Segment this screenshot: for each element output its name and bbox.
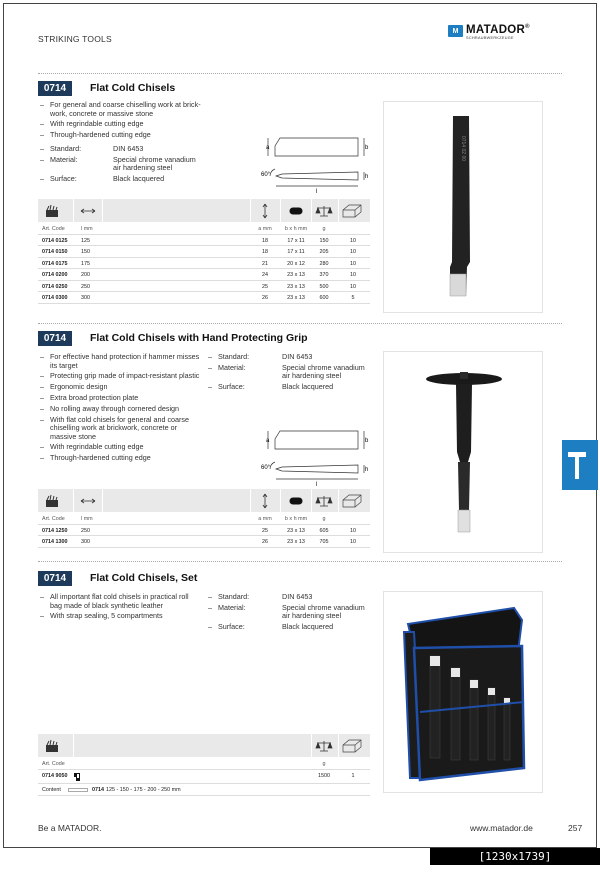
feature-item: – For general and coarse chiselling work at brick- work, concrete or massive stone — [40, 101, 210, 118]
section-title: Flat Cold Chisels with Hand Protecting Grip — [90, 332, 308, 344]
cell-code: 0714 0300 — [42, 295, 68, 301]
content-label: Content — [42, 786, 61, 793]
cell-length: 200 — [81, 272, 90, 278]
icon-header-row — [38, 734, 370, 758]
spec-value: DIN 6453 — [282, 592, 313, 601]
cell-a: 25 — [262, 527, 268, 534]
content-sizes: 125 - 150 - 175 - 200 - 250 mm — [106, 786, 181, 793]
article-icon — [45, 739, 59, 753]
cell-qty: 10 — [350, 283, 356, 290]
cell-qty: 10 — [350, 237, 356, 244]
spec-value: Special chrome vanadium air hardening steel — [282, 362, 365, 381]
spec-label: – Standard: — [208, 353, 282, 362]
dim-angle: 60° — [261, 465, 271, 471]
content-row — [38, 784, 370, 796]
table-row — [38, 525, 370, 537]
product-image-chisel — [383, 101, 543, 313]
cell-a: 26 — [262, 295, 268, 301]
section-title: Flat Cold Chisels, Set — [90, 572, 198, 584]
section-tab — [562, 440, 598, 490]
dim-l: l — [316, 482, 318, 488]
table-row — [38, 246, 370, 258]
dim-a: a — [266, 438, 270, 444]
cell-code: 0714 1300 — [42, 539, 68, 545]
column-header-row — [38, 223, 370, 235]
spec-label: – Material: — [208, 604, 282, 621]
feature-item: – With strap sealing, 5 compartments — [40, 612, 210, 621]
cell-a: 25 — [262, 283, 268, 290]
spec-value: Black lacquered — [282, 382, 334, 392]
feature-item: – With flat cold chisels for general and coarse chiselling work at brickwork, concrete or massive stone — [40, 416, 210, 442]
cell-qty: 1 — [351, 772, 355, 779]
cell-length: 175 — [81, 260, 90, 267]
cell-weight: 500 — [319, 283, 329, 290]
cell-length: 150 — [81, 249, 90, 255]
table-row — [38, 292, 370, 304]
flat-chisel-image — [384, 102, 544, 314]
cell-qty: 10 — [350, 272, 356, 278]
cell-qty: 10 — [350, 249, 356, 255]
col-length: l mm — [81, 226, 93, 232]
spec-list — [40, 145, 196, 186]
watermark: [1230x1739] https://upic.me/ — [430, 848, 600, 865]
packaging-icon — [341, 493, 363, 509]
footer-url: www.matador.de — [470, 823, 533, 833]
product-table — [38, 734, 370, 796]
product-table — [38, 489, 370, 548]
col-a: a mm — [258, 516, 272, 522]
cross-section-icon — [289, 207, 303, 215]
section-code: 0714 — [38, 571, 72, 586]
icon-header-row — [38, 489, 370, 513]
cell-bxh: 23 x 13 — [287, 295, 305, 301]
col-weight: g — [322, 226, 326, 232]
section-title: Flat Cold Chisels — [90, 82, 176, 94]
feature-list — [40, 593, 210, 623]
chisel-stamp: 0714 02 00 — [460, 136, 466, 162]
cell-weight: 1500 — [318, 772, 330, 779]
dim-angle: 60° — [261, 172, 271, 178]
divider — [38, 561, 562, 562]
cell-qty: 10 — [350, 539, 356, 545]
cell-length: 250 — [81, 283, 90, 290]
col-art-code: Art. Code — [42, 516, 65, 522]
height-icon — [260, 203, 270, 219]
spec-label: – Surface: — [208, 383, 282, 392]
cell-bxh: 17 x 11 — [287, 237, 305, 244]
matador-logo — [448, 24, 548, 42]
cell-a: 21 — [262, 260, 268, 267]
spec-value: DIN 6453 — [282, 352, 313, 361]
logo-subtext: SCHRAUBWERKZEUGE — [466, 36, 514, 40]
column-header-row — [38, 758, 370, 770]
col-weight: g — [322, 761, 326, 767]
roll-bag-icon — [72, 771, 82, 782]
cell-a: 18 — [262, 237, 268, 244]
cell-bxh: 23 x 13 — [287, 539, 305, 545]
table-row — [38, 536, 370, 548]
feature-item: – Through-hardened cutting edge — [40, 454, 210, 463]
cell-bxh: 17 x 11 — [287, 249, 305, 255]
article-icon — [45, 494, 59, 508]
feature-item: – All important flat cold chisels in practical roll bag made of black synthetic leather — [40, 593, 210, 610]
cell-code: 0714 9050 — [42, 772, 68, 779]
cell-a: 24 — [262, 272, 268, 278]
logo-text: MATADOR — [466, 24, 526, 36]
feature-item: – No rolling away through cornered design — [40, 405, 210, 414]
cell-qty: 10 — [350, 260, 356, 267]
spec-label: – Material: — [208, 364, 282, 381]
cell-code: 0714 1250 — [42, 527, 68, 534]
weight-scale-icon — [314, 494, 334, 508]
logo-registered: ® — [525, 24, 530, 30]
spec-label: – Standard: — [40, 145, 113, 154]
cell-weight: 600 — [319, 295, 329, 301]
feature-item: – Ergonomic design — [40, 383, 210, 392]
spec-list — [208, 593, 365, 634]
category-label: STRIKING TOOLS — [38, 34, 112, 44]
hammer-icon — [562, 440, 598, 490]
chisel-dimension-diagram — [258, 423, 374, 489]
chisel-roll-bag-image — [384, 592, 544, 794]
product-table — [38, 199, 370, 304]
length-icon — [80, 498, 96, 504]
cell-length: 250 — [81, 527, 90, 534]
feature-item: – Extra broad protection plate — [40, 394, 210, 403]
cell-weight: 280 — [319, 260, 329, 267]
divider — [38, 73, 562, 74]
cell-weight: 205 — [319, 249, 329, 255]
spec-value: Special chrome vanadium air hardening steel — [113, 154, 196, 173]
chisel-dimension-diagram — [258, 130, 374, 196]
divider — [38, 323, 562, 324]
dim-b: b — [365, 438, 369, 444]
cell-code: 0714 0125 — [42, 237, 68, 244]
table-row — [38, 770, 370, 784]
cell-bxh: 20 x 12 — [287, 260, 305, 267]
feature-item: – Through-hardened cutting edge — [40, 131, 210, 140]
page-number: 257 — [568, 823, 583, 833]
product-image-grip-chisel — [383, 351, 543, 553]
feature-list — [40, 101, 210, 142]
chisel-mini-icon — [68, 788, 88, 792]
cell-weight: 705 — [319, 539, 329, 545]
cell-weight: 150 — [319, 237, 329, 244]
cell-qty: 10 — [350, 527, 356, 534]
cell-code: 0714 0150 — [42, 249, 68, 255]
spec-label: – Standard: — [208, 593, 282, 602]
cell-code: 0714 0175 — [42, 260, 68, 267]
feature-item: – With regrindable cutting edge — [40, 443, 210, 452]
dim-h: h — [365, 174, 369, 180]
length-icon — [80, 208, 96, 214]
col-length: l mm — [81, 516, 93, 522]
article-icon — [45, 204, 59, 218]
logo-mark-icon: M — [448, 25, 463, 37]
feature-item: – For effective hand protection if hammer misses its target — [40, 353, 210, 370]
product-image-chisel-set — [383, 591, 543, 793]
col-a: a mm — [258, 226, 272, 232]
feature-item: – Protecting grip made of impact-resistant plastic — [40, 372, 210, 381]
spec-value: DIN 6453 — [113, 144, 144, 153]
table-row — [38, 258, 370, 270]
content-code: 0714 — [92, 786, 104, 793]
spec-value: Black lacquered — [113, 174, 165, 184]
cell-qty: 5 — [351, 295, 355, 301]
cell-weight: 605 — [319, 527, 329, 534]
col-art-code: Art. Code — [42, 226, 65, 232]
dim-a: a — [266, 145, 270, 151]
cell-code: 0714 0250 — [42, 283, 68, 290]
table-row — [38, 269, 370, 281]
cross-section-icon — [289, 497, 303, 505]
dim-h: h — [365, 467, 369, 473]
spec-label: – Surface: — [40, 175, 113, 184]
dim-l: l — [316, 189, 318, 195]
cell-a: 18 — [262, 249, 268, 255]
cell-length: 300 — [81, 539, 90, 545]
cell-a: 26 — [262, 539, 268, 545]
cell-bxh: 23 x 13 — [287, 283, 305, 290]
cell-weight: 370 — [319, 272, 329, 278]
table-row — [38, 281, 370, 293]
col-bxh: b x h mm — [284, 226, 308, 232]
spec-label: – Surface: — [208, 623, 282, 632]
icon-header-row — [38, 199, 370, 223]
packaging-icon — [341, 738, 363, 754]
height-icon — [260, 493, 270, 509]
spec-label: – Material: — [40, 156, 113, 173]
section-code: 0714 — [38, 331, 72, 346]
weight-scale-icon — [314, 739, 334, 753]
col-art-code: Art. Code — [42, 761, 65, 767]
spec-list — [208, 353, 365, 394]
cell-bxh: 23 x 13 — [287, 272, 305, 278]
col-bxh: b x h mm — [284, 516, 308, 522]
section-code: 0714 — [38, 81, 72, 96]
weight-scale-icon — [314, 204, 334, 218]
feature-list — [40, 353, 210, 465]
cell-length: 300 — [81, 295, 90, 301]
table-row — [38, 235, 370, 247]
packaging-icon — [341, 203, 363, 219]
column-header-row — [38, 513, 370, 525]
footer-tagline: Be a MATADOR. — [38, 823, 102, 833]
spec-value: Special chrome vanadium air hardening steel — [282, 602, 365, 621]
cell-bxh: 23 x 13 — [287, 527, 305, 534]
col-weight: g — [322, 516, 326, 522]
cell-length: 125 — [81, 237, 90, 244]
grip-chisel-image — [384, 352, 544, 554]
dim-b: b — [365, 145, 369, 151]
feature-item: – With regrindable cutting edge — [40, 120, 210, 129]
cell-code: 0714 0200 — [42, 272, 68, 278]
spec-value: Black lacquered — [282, 622, 334, 632]
